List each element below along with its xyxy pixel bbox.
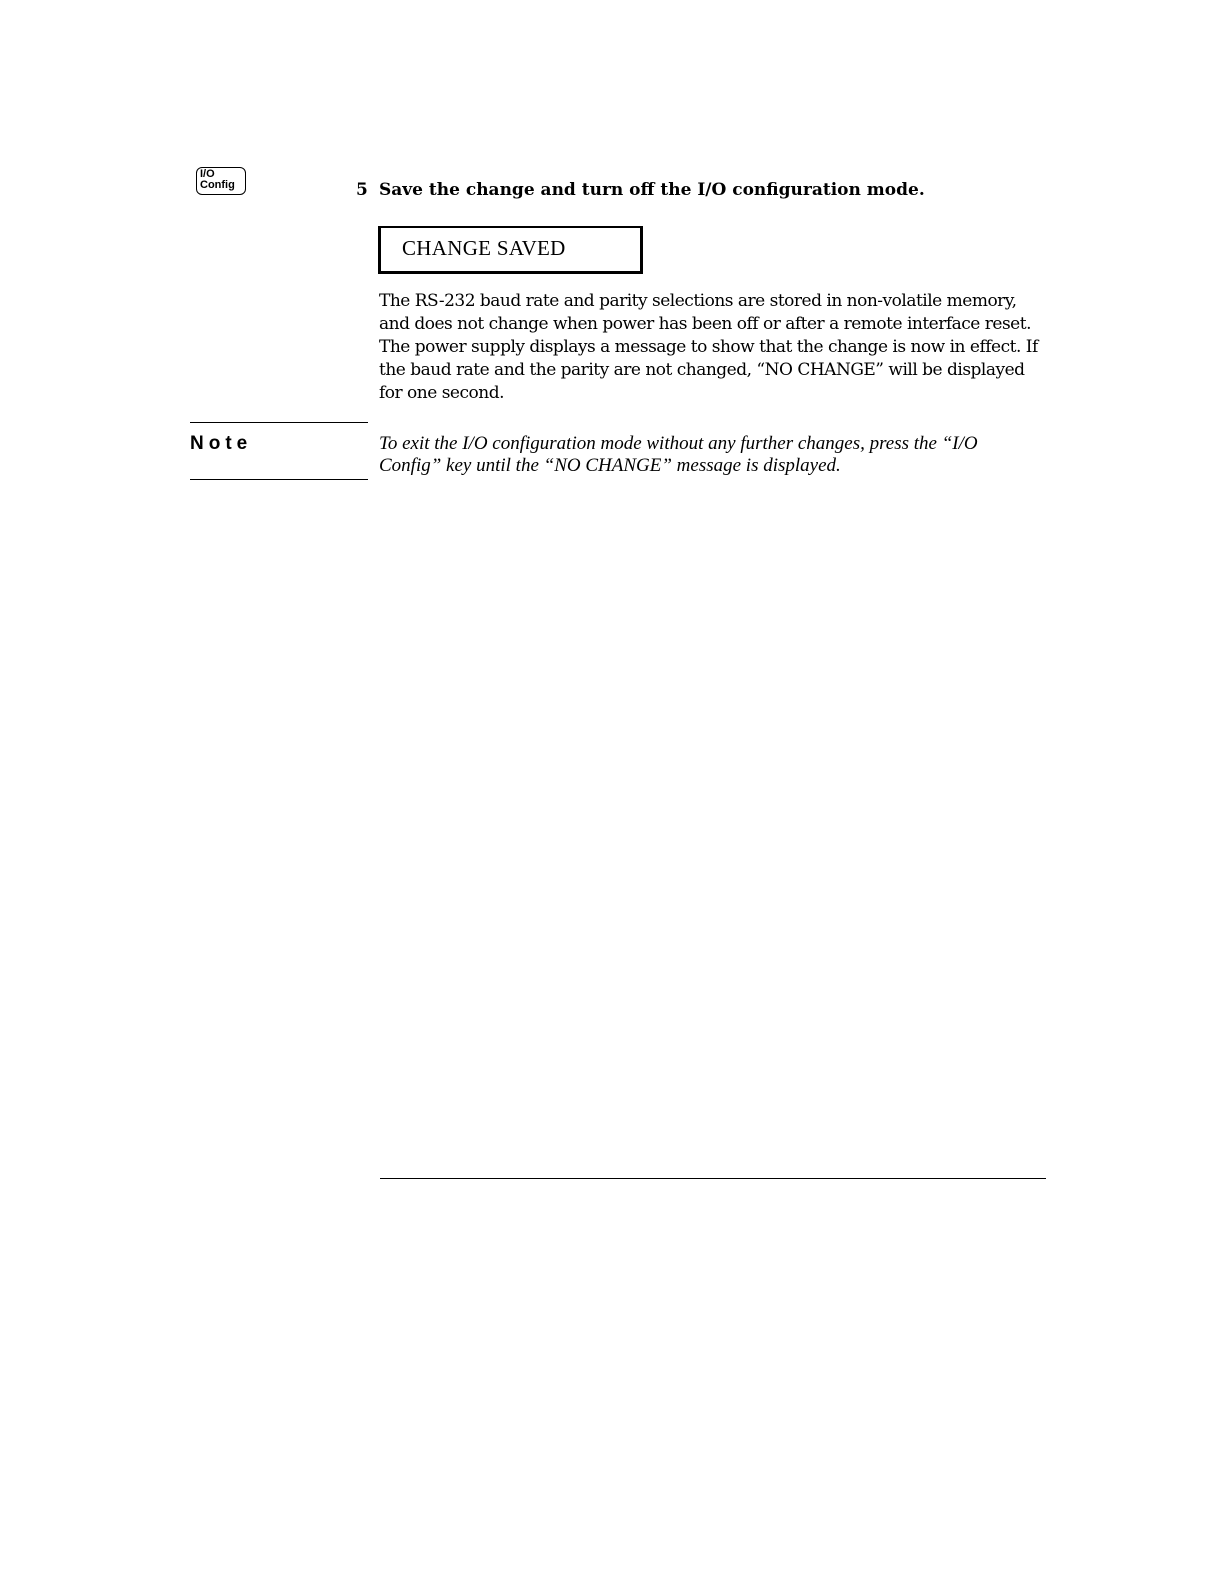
- note-divider-bottom: [190, 479, 368, 480]
- display-message: CHANGE SAVED: [402, 236, 566, 260]
- note-divider-top: [190, 422, 368, 423]
- footer-divider: [380, 1178, 1046, 1179]
- note-label: Note: [190, 433, 253, 454]
- key-icon-line2: Config: [200, 179, 235, 191]
- io-config-key-icon: [196, 167, 246, 195]
- step-heading: Save the change and turn off the I/O configuration mode.: [379, 180, 925, 200]
- key-icon-line1: I/O: [200, 168, 215, 180]
- front-panel-display: [378, 226, 643, 274]
- body-paragraph: The RS-232 baud rate and parity selections are stored in non-volatile memory, and does not change when power has been off or after a remote interface reset. The power supply displays a message to show that the change is now in effect. If the baud rate and the parity are not changed, “NO CHANGE” will be displayed for one second.: [379, 291, 1038, 403]
- step-number: 5: [356, 180, 368, 200]
- note-text: To exit the I/O configuration mode without any further changes, press the “I/O Config” key until the “NO CHANGE” message is displayed.: [379, 433, 978, 476]
